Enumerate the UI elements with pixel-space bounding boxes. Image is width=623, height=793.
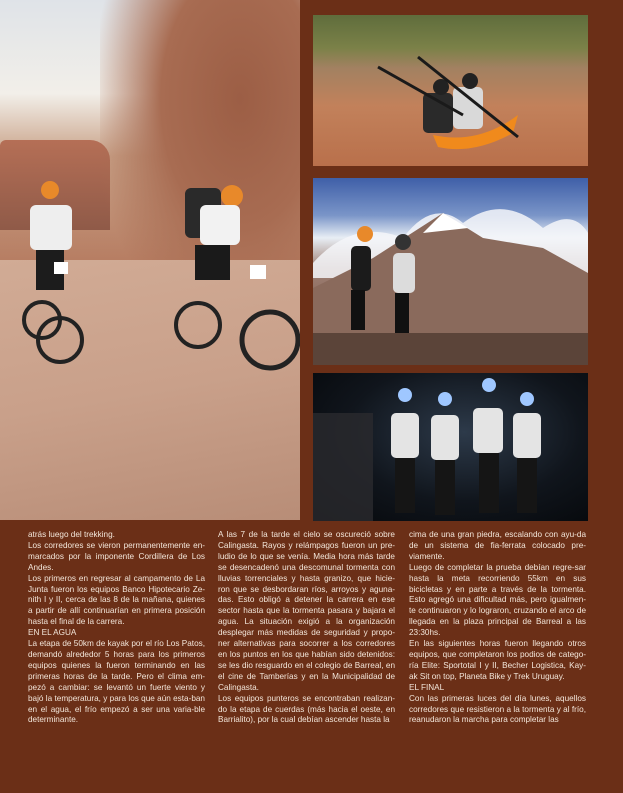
photo-night-finish bbox=[313, 373, 588, 521]
paragraph: A las 7 de la tarde el cielo se oscureció sobre Calingasta. Rayos y relámpagos fueron un pre-ludio de lo que se venía. Media hora más tarde se desencadenó una descomunal tormenta con lluvias torrenciales y hasta granizo, que hicie-ron que se desbordaran ríos, arroyos y aguna-das. Esto obligó a detener la carrera en ese sector hasta que la tormenta pasara y bajara el agua. La situación exigió a la organización desplegar más medidas de seguridad y propo-ner alternativas para socorrer a los corredores en los puntos en los que habían sido detenidos: se les dio resguardo en el colegio de Barreal, en el cine de Tamberías y en la Municipalidad de Calingasta. bbox=[218, 530, 395, 692]
paragraph: En las siguientes horas fueron llegando otros equipos, que completaron los podios de catego-ría Elite: Sportotal I y II, Becher Logistica, Kay-ak Sit on top, Planeta Bike y Trek Uruguay. bbox=[409, 639, 586, 681]
text-column-2 bbox=[218, 530, 395, 726]
paragraph: cima de una gran piedra, escalando con ayu-da de un sistema de fia-ferrata colocado pre-viamente. bbox=[409, 530, 586, 561]
paragraph: Luego de completar la prueba debían regre-sar hasta la meta recorriendo 55km en sus bicicletas y en parte a través de la tormenta. Esto agregó una dificultad más, pero igualmen-te continuaron y lo lograron, cruzando el arco de llegada en la plaza principal de Barreal a las 23:30hs. bbox=[409, 562, 586, 638]
bikers-figures bbox=[0, 0, 300, 520]
paragraph: Los primeros en regresar al campamento de La Junta fueron los equipos Banco Hipotecario Ze-nith I y II, cerca de las 8 de la mañana, quienes a partir de allí continuarían en primera posición hasta el final de la carrera. bbox=[28, 573, 205, 627]
text-column-1 bbox=[28, 530, 205, 726]
text-column-3 bbox=[409, 530, 586, 726]
section-heading: EN EL AGUA bbox=[28, 628, 77, 638]
paragraph: atrás luego del trekking. bbox=[28, 530, 115, 539]
kayak-figures bbox=[313, 15, 588, 166]
photo-trekkers bbox=[313, 178, 588, 365]
night-runners bbox=[313, 373, 588, 521]
paragraph: Los corredores se vieron permanentemente en-marcados por la imponente Cordillera de Los Andes. bbox=[28, 540, 205, 572]
paragraph: Los equipos punteros se encontraban realizan-do la etapa de cuerdas (más hacia el oeste, en Barrialito), por la cual debían ascender hasta la bbox=[218, 693, 395, 725]
section-heading: EL FINAL bbox=[409, 682, 445, 692]
paragraph: Con las primeras luces del día lunes, aquellos corredores que resistieron a la tormenta y al frío, reanudaron la marcha para completar las bbox=[409, 693, 586, 725]
mountain-scene bbox=[313, 178, 588, 365]
photo-kayakers bbox=[313, 15, 588, 166]
photo-mountain-bikers bbox=[0, 0, 300, 520]
paragraph: La etapa de 50km de kayak por el río Los Patos, demandó alrededor 5 horas para los primeros equipos quienes la fueron terminando en las primeras horas de la tarde. Pero el clima em-pezó a cambiar: se levantó un fuerte viento y bajó la temperatura, y para los que aún esta-ban en el agua, el frío empezó a ser una varia-ble determinante. bbox=[28, 639, 205, 725]
